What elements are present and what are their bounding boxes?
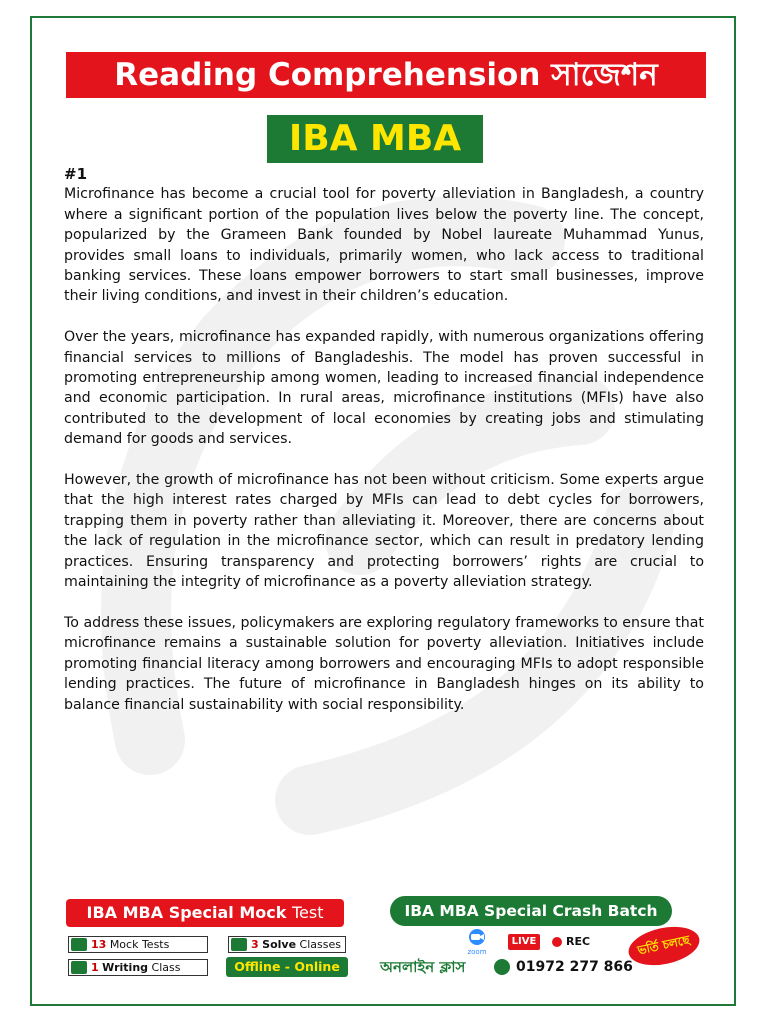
mock-test-banner (66, 899, 344, 927)
passage-paragraph: However, the growth of microfinance has not been without criticism. Some experts argue that the high interest rates charged by MFIs can lead to debt cycles for borrowers, trapping them in poverty rather than alleviating it. Moreover, there are concerns about the lack of regulation in the microfinance sector, which can result in predatory lending practices. Ensuring transparency and protecting borrowers’ rights are crucial to maintaining the integrity of microfinance as a poverty alleviation strategy. (64, 472, 704, 591)
mock-test-title-rest: Test (291, 903, 324, 922)
rec-label: REC (566, 935, 591, 948)
admission-text: ভর্তি চলছে (636, 932, 691, 958)
record-icon (552, 937, 562, 947)
writing-class-pill (68, 959, 208, 976)
writing-label: Writing (102, 961, 149, 974)
book-icon (71, 961, 87, 974)
mock-test-title: IBA MBA Special Mock (86, 903, 287, 922)
solve-rest: Classes (299, 938, 341, 951)
page-subtitle: IBA MBA (267, 115, 483, 163)
zoom-label: zoom (467, 948, 487, 956)
solve-classes-pill (228, 936, 346, 953)
crash-batch-banner: IBA MBA Special Crash Batch (390, 896, 672, 926)
live-badge: LIVE (508, 934, 540, 950)
phone-number (494, 956, 633, 978)
writing-count: 1 (91, 961, 99, 974)
passage-number: #1 (64, 165, 88, 183)
phone-icon (494, 959, 510, 975)
online-class-label: অনলাইন ক্লাস (380, 958, 466, 976)
mock-tests-pill (68, 936, 208, 953)
solve-label: Solve (262, 938, 297, 951)
zoom-icon (462, 928, 492, 956)
passage-paragraph: To address these issues, policymakers are exploring regulatory frameworks to ensure that microfinance remains a sustainable solution for poverty alleviation. Initiatives include promoting financial literacy among borrowers and encouraging MFIs to adopt responsible lending practices. The future of microfinance in Bangladesh hinges on its ability to balance financial sustainability with social responsibility. (64, 614, 704, 713)
passage (64, 164, 704, 735)
writing-rest: Class (151, 961, 181, 974)
rec-badge (552, 934, 590, 950)
mock-tests-label: Mock Tests (109, 938, 170, 951)
page-title: Reading Comprehension সাজেশন (66, 52, 706, 98)
admission-badge (628, 928, 708, 968)
book-icon (231, 938, 247, 951)
solve-count: 3 (251, 938, 259, 951)
phone-text: 01972 277 866 (516, 959, 633, 975)
passage-paragraph: Microfinance has become a crucial tool for poverty alleviation in Bangladesh, a country where a significant portion of the population lives below the poverty line. The concept, popularized by the Grameen Bank founded by Nobel laureate Muhammad Yunus, provides small loans to individuals, primarily women, who lack access to traditional banking services. These loans empower borrowers to start small businesses, improve their living conditions, and invest in their children’s education. (64, 186, 704, 305)
passage-paragraph: Over the years, microfinance has expanded rapidly, with numerous organizations offering financial services to millions of Bangladeshis. The model has proven successful in promoting entrepreneurship among women, leading to increased financial independence and economic participation. In rural areas, microfinance institutions (MFIs) have also contributed to the development of local economies by creating jobs and stimulating demand for goods and services. (64, 329, 704, 448)
mock-tests-count: 13 (91, 938, 107, 951)
book-icon (71, 938, 87, 951)
offline-online-badge: Offline - Online (226, 957, 348, 977)
